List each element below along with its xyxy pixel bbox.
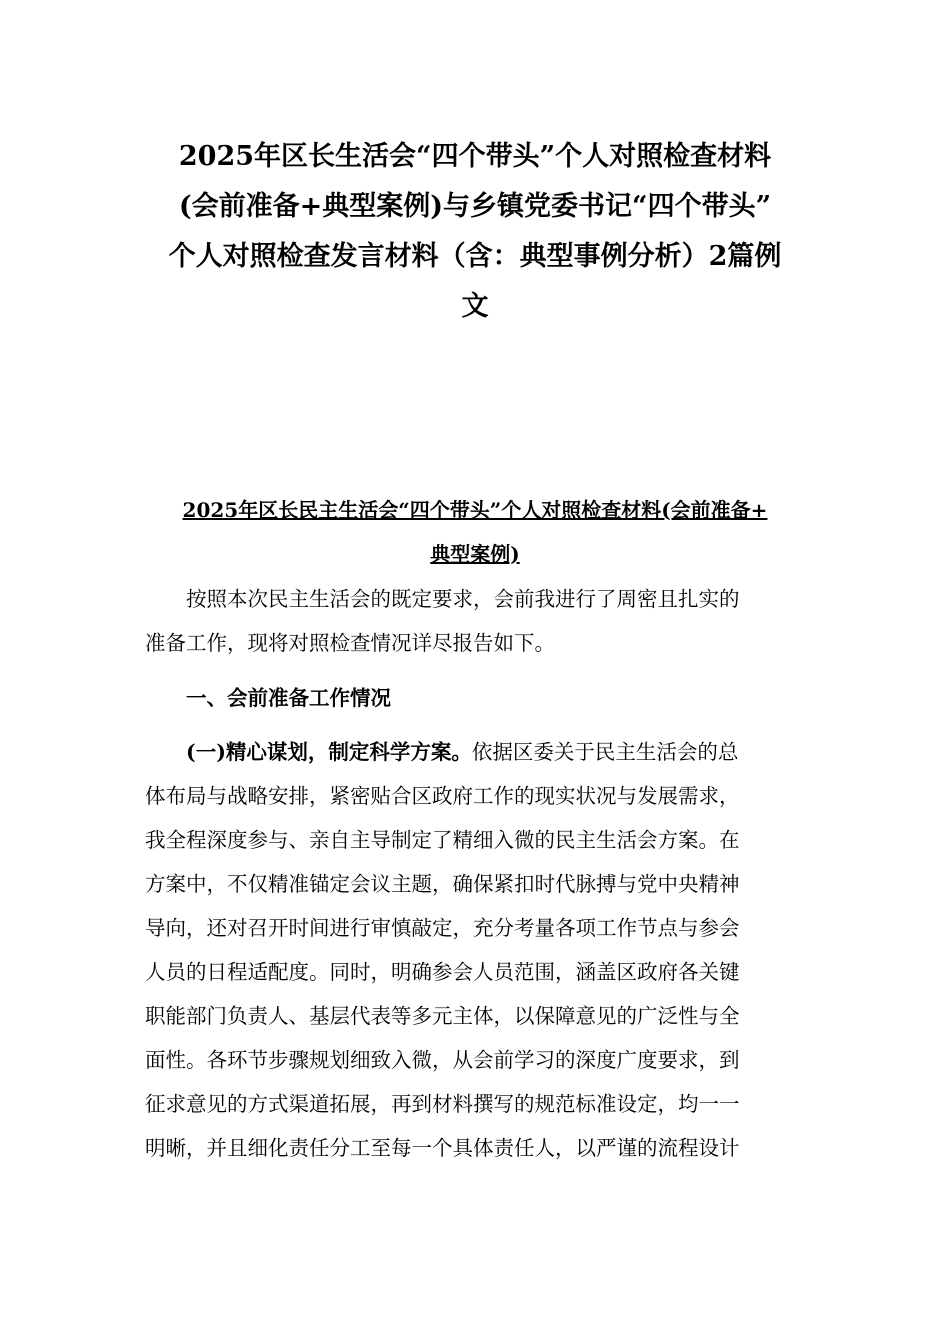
intro-paragraph [145, 577, 810, 665]
paragraph-1-line: 明晰，并且细化责任分工至每一个具体责任人，以严谨的流程设计 [145, 1136, 740, 1160]
paragraph-1-line: 我全程深度参与、亲自主导制定了精细入微的民主生活会方案。在 [145, 828, 740, 852]
document-title-line: (会前准备+典型案例)与乡镇党委书记“四个带头” [178, 191, 772, 222]
heading-1-text: 一、会前准备工作情况 [186, 686, 391, 710]
intro-line: 准备工作，现将对照检查情况详尽报告如下。 [145, 631, 555, 655]
paragraph-1-line: 方案中，不仅精准锚定会议主题，确保紧扣时代脉搏与党中央精神 [145, 872, 740, 896]
paragraph-1-line: 人员的日程适配度。同时，明确参会人员范围，涵盖区政府各关键 [145, 960, 740, 984]
document-title-line: 文 [461, 291, 489, 322]
paragraph-1-line: 导向，还对召开时间进行审慎敲定，充分考量各项工作节点与参会 [145, 916, 740, 940]
paragraph-1 [145, 730, 810, 1170]
paragraph-1-line: 面性。各环节步骤规划细致入微，从会前学习的深度广度要求，到 [145, 1048, 740, 1072]
section-title-line: 典型案例) [430, 542, 520, 566]
paragraph-1-line: 征求意见的方式渠道拓展，再到材料撰写的规范标准设定，均一一 [145, 1092, 740, 1116]
document-title [130, 132, 820, 332]
section-title-line: 2025年区长民主生活会“四个带头”个人对照检查材料(会前准备+ [182, 498, 768, 522]
intro-line: 按照本次民主生活会的既定要求，会前我进行了周密且扎实的 [186, 587, 740, 611]
paragraph-1-first-line [145, 730, 810, 774]
paragraph-1-lead: (一)精心谋划，制定科学方案。 [186, 740, 472, 764]
paragraph-1-line: 职能部门负责人、基层代表等多元主体，以保障意见的广泛性与全 [145, 1004, 740, 1028]
section-title [140, 488, 810, 576]
document-title-line: 个人对照检查发言材料（含：典型事例分析）2篇例 [168, 241, 782, 272]
heading-1 [145, 676, 810, 720]
paragraph-1-first-line-rest: 依据区委关于民主生活会的总 [471, 740, 739, 764]
paragraph-1-line: 体布局与战略安排，紧密贴合区政府工作的现实状况与发展需求， [145, 784, 740, 808]
document-title-line: 2025年区长生活会“四个带头”个人对照检查材料 [178, 141, 772, 172]
